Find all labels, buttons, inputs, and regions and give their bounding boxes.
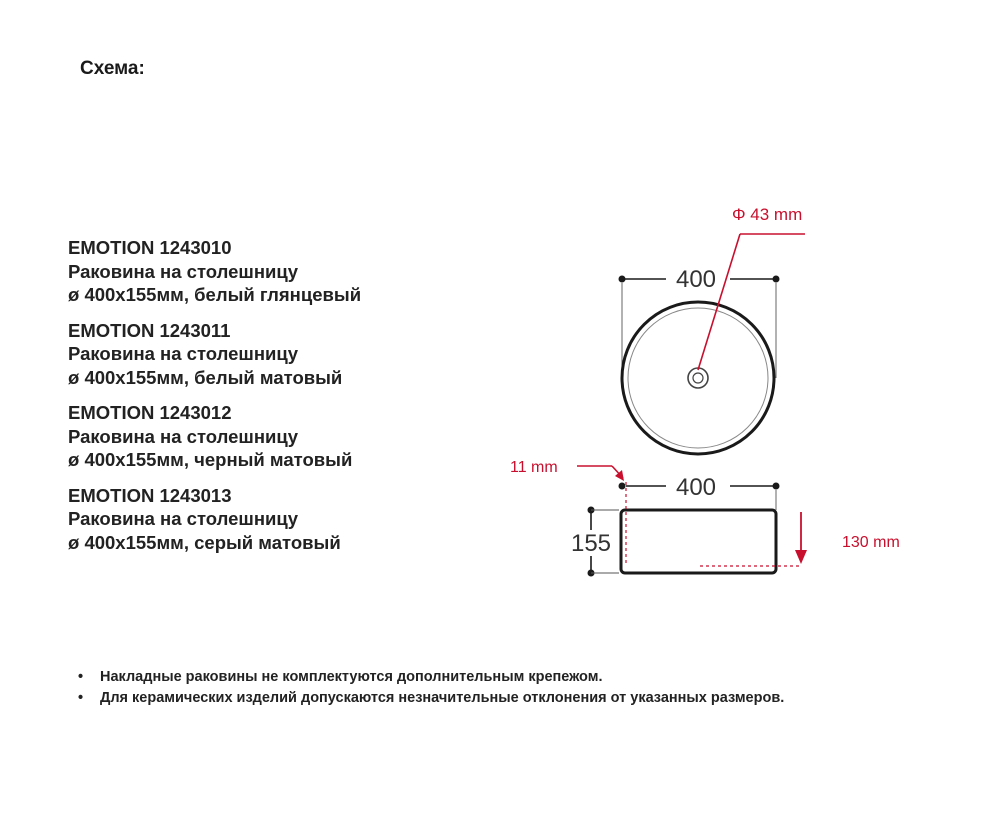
product-model: EMOTION 1243011 [68, 319, 231, 341]
note-item: • Для керамических изделий допускаются незначительные отклонения от указанных размеров. [78, 688, 784, 709]
product-model: EMOTION 1243012 [68, 402, 232, 423]
product-spec: ø 400x155мм, черный матовый [68, 449, 353, 470]
product-type: Раковина на столешницу [68, 508, 299, 529]
product-type: Раковина на столешницу [68, 425, 299, 447]
rim-thickness-label: 11 mm [510, 459, 558, 476]
side-width-label: 400 [675, 474, 717, 501]
bowl-depth-label: 130 mm [842, 534, 900, 551]
product-spec: ø 400x155мм, серый матовый [68, 531, 341, 553]
side-height-label: 155 [570, 530, 612, 557]
product-type: Раковина на столешницу [68, 260, 299, 282]
drain-outer [688, 368, 708, 388]
top-width-label: 400 [675, 266, 717, 293]
basin-inner-rim [628, 308, 768, 448]
basin-outer-rim [622, 302, 774, 454]
drain-diameter-label: Φ 43 mm [732, 205, 803, 224]
product-model: EMOTION 1243010 [68, 237, 232, 258]
note-item: • Накладные раковины не комплектуются дополнительным крепежом. [78, 667, 784, 688]
product-type: Раковина на столешницу [68, 343, 299, 364]
top-view [619, 205, 806, 454]
basin-body [621, 510, 776, 573]
notes-list [78, 667, 784, 709]
dimension-endpoint [773, 276, 780, 283]
depth-arrowhead [795, 550, 807, 564]
dimension-endpoint [773, 483, 780, 490]
drain-inner [693, 373, 703, 383]
product-spec: ø 400x155мм, белый матовый [68, 366, 343, 388]
side-view [510, 459, 900, 577]
product-model: EMOTION 1243013 [68, 484, 232, 506]
page-heading: Схема: [80, 58, 145, 79]
dimension-endpoint [619, 276, 626, 283]
product-spec: ø 400x155мм, белый глянцевый [68, 284, 362, 305]
dimension-endpoint [619, 483, 626, 490]
